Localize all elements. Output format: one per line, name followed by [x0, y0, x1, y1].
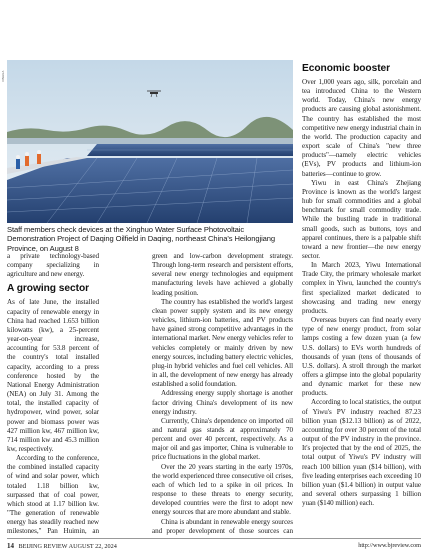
column-3-paragraph: Over 1,000 years ago, silk, porcelain and tea introduced China to the Western world. Today, China's new energy products are causing global astonishment. The country has established the most competitive new energy industrial chain in the world. The production capacity and export scale of China's "new three products"—namely electric vehicles (EVs), PV products and lithium-ion batteries—continue to grow. — [302, 78, 421, 178]
column-2-paragraph: Over the 20 years starting in the early 1970s, the world experienced three consecutive oil crises, each of which led to a spike in oil prices. In response to these threats to energy security, developed countries were the first to adopt new energy sources that are more abundant and stable. — [152, 462, 293, 517]
column-2-paragraph: China is abundant in renewable energy sources and proper development of those sources can — [152, 517, 293, 535]
column-1 — [7, 252, 99, 537]
column-3-paragraph: Yiwu in east China's Zhejiang Province is known as the world's largest hub for small commodities and a global benchmark for small commodity trade. While the bustling trade in traditional small goods, such as buttons, toys and apparel continues, there is a palpable shift toward a new frontier—the new energy sector. — [302, 178, 421, 260]
page-number: 14 — [7, 542, 14, 550]
photo-caption: Staff members check devices at the Xinghuo Water Surface Photovoltaic Demonstration Project of Daqing Oilfield in Daqing, northeast China's Heilongjiang Province, on August 8 — [7, 225, 276, 253]
column-2-paragraph: Addressing energy supply shortage is another factor driving China's development of its new energy industry. — [152, 389, 293, 416]
solar-farm-illustration — [7, 60, 293, 223]
solar-farm-photo — [7, 60, 293, 223]
section-heading-growing-sector: A growing sector — [7, 283, 90, 295]
column-2 — [152, 252, 293, 537]
footer-url[interactable]: http://www.bjreview.com — [358, 542, 421, 549]
column-3-paragraph: According to local statistics, the output of Yiwu's PV industry reached 87.23 billion yuan ($12.13 billion) as of 2022, accounting for over 30 percent of the total output of the PV industry in the province. It's projected that by the end of 2025, the total output of Yiwu's PV industry will reach 100 billion yuan ($14 billion), with five leading enterprises each exceeding 10 billion yuan ($1.4 billion) in output value and several others surpassing 1 billion yuan ($140 million) each. — [302, 398, 421, 508]
footer-divider — [7, 538, 421, 539]
column-3-paragraph: In March 2023, Yiwu International Trade City, the primary wholesale market complex in Yiwu, launched the country's first specialized market dedicated to showcasing and trading new energy products. — [302, 261, 421, 315]
footer-issue — [7, 541, 117, 551]
column-3-paragraph: Overseas buyers can find nearly every type of new energy product, from solar lamps costing a few dozen yuan (a few U.S. dollars) to EVs worth hundreds of thousands of yuan (tens of thousands of U.S. dollars). A stroll through the market offers a glimpse into the global popularity and dynamic market for these new products. — [302, 316, 421, 398]
column-2-paragraph: Currently, China's dependence on imported oil and natural gas stands at approximately 70 percent and over 40 percent, respectively. As a major oil and gas importer, China is vulnerable to price fluctuations in the global market. — [152, 416, 293, 462]
column-1-paragraph: As of late June, the installed capacity of renewable energy in China had reached 1.653 billion kilowatts (kw), a 25-percent year-on-year increase, accounting for 53.8 percent of the country's total installed capacity, according to a press conference hosted by the National Energy Administration (NEA) on July 31. Among the total, the installed capacity of hydropower, wind power, solar power and biomass power was 427 million kw, 467 million kw, 714 million kw and 45.3 million kw, respectively. — [7, 298, 99, 453]
column-2-paragraph: The country has established the world's largest clean power supply system and its new energy vehicles, lithium-ion batteries, and PV products have gained strong competitive advantages in the international market. New energy vehicles refer to vehicles completely or mainly driven by new energy sources, including battery electric vehicles, plug-in hybrid vehicles and fuel cell vehicles. All in all, the development of new energy has already established a solid foundation. — [152, 297, 293, 389]
column-1-intro: a private technology-based company specializing in agriculture and new energy. — [7, 252, 99, 279]
column-1-paragraph: According to the conference, the combined installed capacity of wind and solar power, which totaled 1.18 billion kw, surpassed that of coal power, which stood at 1.17 billion kw. "The generation of renewable energy has steadily reached new milestones," Pan Huimin, an — [7, 454, 99, 536]
column-2-paragraph: green and low-carbon development strategy. Through long-term research and persistent efforts, several new energy technologies and equipment manufacturing levels have achieved a globally leading position. — [152, 252, 293, 297]
column-3 — [302, 63, 421, 537]
section-heading-economic-booster: Economic booster — [302, 63, 391, 74]
photo-credit: XINHUA — [1, 70, 5, 82]
issue-line: BEIJING REVIEW AUGUST 22, 2024 — [18, 543, 117, 550]
